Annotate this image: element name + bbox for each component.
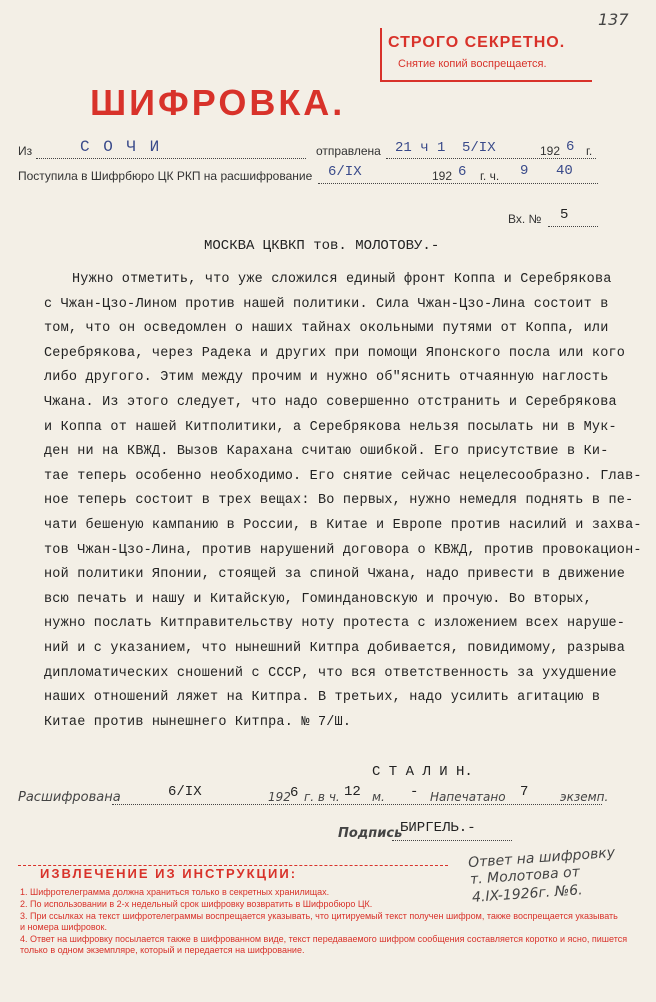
body-line: наших отношений ляжет на Китпра. В третьих, надо усилить агитацию в [44,690,601,706]
body-line: тов Чжан-Цзо-Лина, против нарушений договора о КВЖД, против провокацион- [44,542,642,558]
sent-label: отправлена [316,144,381,158]
body-line: ное теперь состоит в трех вещах: Во первых, нужно немедля поднять в пе- [44,493,634,509]
from-dotted-line [36,158,306,159]
signature-label: Подпись [338,826,403,841]
received-minute: 40 [556,163,573,179]
copies-label: экземп. [560,790,609,804]
body-line: чати бешеную кампанию в России, в Китае и Европе против насилий и захва- [44,518,642,533]
instruction-item: 4. Ответ на шифровку посылается также в шифрованном виде, текст передаваемого шифром сообщения составляется коротко и ясно, пишется [20,934,628,944]
document-title: ШИФРОВКА. [90,82,346,123]
body-line: либо другого. Этим между прочим и нужно об"яснить отчаянную наглость [44,370,609,386]
incoming-dotted-line [548,226,598,227]
body-line: Нужно отметить, что уже сложился единый фронт Коппа и Серебрякова [72,272,612,287]
decoded-hour: 12 [344,784,361,800]
decoder-signature: БИРГЕЛЬ.- [400,820,476,836]
decoded-label: Расшифрована [18,790,121,805]
decoded-hour-label: г. в ч. [304,790,340,804]
page-number: 137 [598,10,629,29]
handwritten-note-line: 4.IX-1926г. №6. [471,882,584,906]
body-line: ний и с указанием, что нынешний Китпра добивается, повидимому, разрыва [44,641,626,656]
minute-label: м. [372,790,385,804]
received-label: Поступила в Шифрбюро ЦК РКП на расшифрование [18,169,313,183]
handwritten-note-line: т. Молотова от [469,864,581,888]
received-year-prefix: 192 [432,169,453,183]
body-line: всю печать и нашу и Китайскую, Гоминдановскую и прочую. Во вторых, [44,591,592,607]
signature-dotted-line [392,840,512,841]
body-line: ной политики Японии, стоящей за спиной Чжана, надо привести в движение [44,567,626,583]
instruction-item: 2. По использовании в 2-х недельный срок шифровку возвратить в Шифробюро ЦК. [20,899,373,909]
body-line: ден ни на КВЖД. Вызов Карахана считаю ошибкой. Его присутствие в Ки- [44,444,609,460]
handwritten-note-line: Ответ на шифровку [467,844,616,872]
body-line: дипломатических сношений с СССР, что вся ответственность за ухудшение [44,665,617,681]
decoded-minute: - [410,784,419,800]
from-value: С О Ч И [80,138,162,156]
decoded-year-digit: 6 [290,785,299,801]
instruction-item: 3. При ссылках на текст шифротелеграммы воспрещается указывать, что цитируемый текст получен шифром, также воспрещается указывать [20,911,618,921]
sent-dotted-line [386,158,596,159]
received-year-digit: 6 [458,164,467,180]
instruction-item: только в одном экземпляре, который и передается на шифрование. [20,945,305,955]
sender-signature: С Т А Л И Н. [372,764,473,780]
body-line: и Коппа от нашей Китполитики, а Серебрякова нельзя посылать ни в Мук- [44,419,617,435]
body-line: Китае против нынешнего Китпра. № 7/Ш. [44,714,352,730]
decoded-date: 6/IX [168,784,202,800]
instruction-item: 1. Шифротелеграмма должна храниться только в секретных хранилищах. [20,887,330,897]
printed-label: Напечатано [430,790,506,804]
decoded-year-prefix: 192 [268,790,291,804]
body-line: нужно послать Китправительству ноту протеста с изложением всех наруше- [44,616,626,632]
received-dotted-line [318,183,598,184]
printed-count: 7 [520,784,529,800]
secret-note: Снятие копий воспрещается. [398,58,547,70]
received-hour: 9 [520,163,529,179]
incoming-label: Вх. № [508,212,542,226]
body-line: том, что он осведомлен о наших тайнах окольными путями от Коппа, или [44,321,609,337]
addressee: МОСКВА ЦКВКП тов. МОЛОТОВУ.- [204,238,440,254]
body-line: тае теперь особенно необходимо. Его снятие сейчас нецелесообразно. Глав- [44,468,642,484]
decoded-dotted-line [112,804,602,805]
from-label: Из [18,144,33,158]
received-date: 6/IX [328,164,362,180]
instruction-item: и номера шифровок. [20,922,107,932]
incoming-number: 5 [560,207,569,223]
instructions-heading: ИЗВЛЕЧЕНИЕ ИЗ ИНСТРУКЦИИ: [40,866,298,881]
body-line: Серебрякова, через Радека и других при помощи Японского посла или кого [44,345,626,361]
sent-year-prefix: 192 [540,144,561,158]
sent-date: 5/IX [462,140,496,156]
body-line: Чжана. Из этого следует, что надо совершенно отстранить и Серебрякова [44,395,617,410]
received-hour-label: г. ч. [480,169,500,183]
body-line: с Чжан-Цзо-Лином против нашей политики. Сила Чжан-Цзо-Лина состоит в [44,296,609,312]
sent-year-digit: 6 [566,139,575,155]
secret-title: СТРОГО СЕКРЕТНО. [388,34,566,51]
sent-year-suffix: г. [586,144,593,158]
sent-time: 21 ч 1 [395,140,446,156]
